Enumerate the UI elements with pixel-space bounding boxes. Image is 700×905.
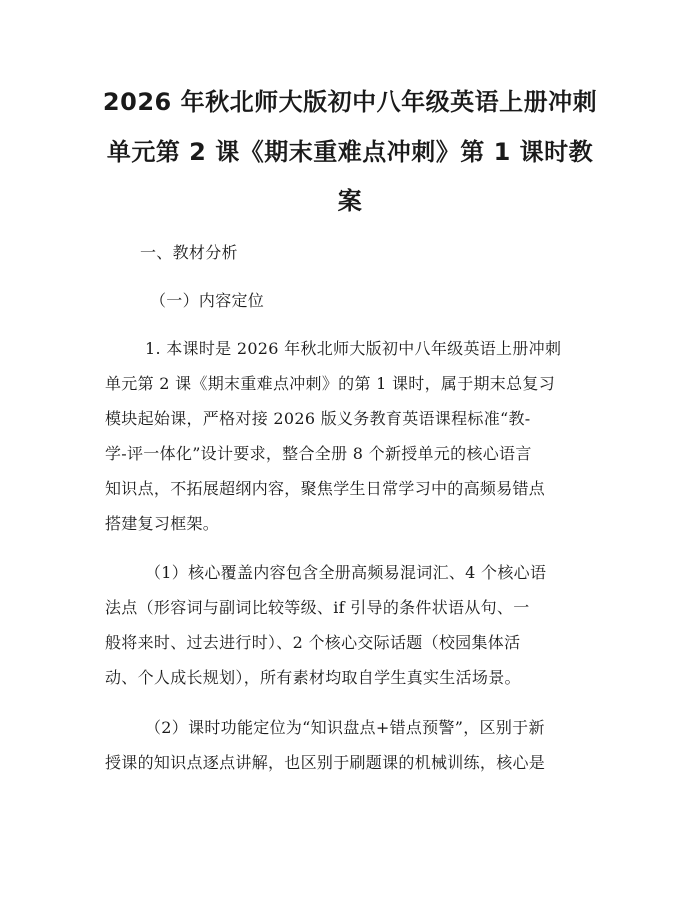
- paragraph-3-line-2: 授课的知识点逐点讲解，也区别于刷题课的机械训练，核心是: [105, 753, 546, 772]
- paragraph-1-line-2: 单元第 2 课《期末重难点冲刺》的第 1 课时，属于期末总复习: [105, 374, 556, 393]
- document-title-line-3: 案: [337, 187, 363, 215]
- document-title-line-2: 单元第 2 课《期末重难点冲刺》第 1 课时教: [106, 138, 594, 166]
- subsection-heading: （一）内容定位: [150, 291, 265, 310]
- section-heading: 一、教材分析: [140, 243, 238, 262]
- paragraph-1-line-1: 1. 本课时是 2026 年秋北师大版初中八年级英语上册冲刺: [145, 339, 562, 358]
- paragraph-1-line-5: 知识点，不拓展超纲内容，聚焦学生日常学习中的高频易错点: [105, 479, 546, 498]
- paragraph-2-line-3: 般将来时、过去进行时）、2 个核心交际话题（校园集体活: [105, 633, 521, 652]
- paragraph-3-line-1: （2）课时功能定位为“知识盘点+错点预警”，区别于新: [145, 718, 545, 737]
- paragraph-1-line-4: 学-评一体化”设计要求，整合全册 8 个新授单元的核心语言: [105, 444, 532, 463]
- paragraph-1-line-3: 模块起始课，严格对接 2026 版义务教育英语课程标准“教-: [105, 409, 531, 428]
- document-title-line-1: 2026 年秋北师大版初中八年级英语上册冲刺: [102, 88, 598, 116]
- paragraph-1-line-6: 搭建复习框架。: [105, 514, 220, 533]
- paragraph-2-line-4: 动、个人成长规划），所有素材均取自学生真实生活场景。: [105, 668, 521, 687]
- paragraph-2-line-1: （1）核心覆盖内容包含全册高频易混词汇、4 个核心语: [145, 563, 547, 582]
- paragraph-2-line-2: 法点（形容词与副词比较等级、if 引导的条件状语从句、一: [105, 598, 530, 617]
